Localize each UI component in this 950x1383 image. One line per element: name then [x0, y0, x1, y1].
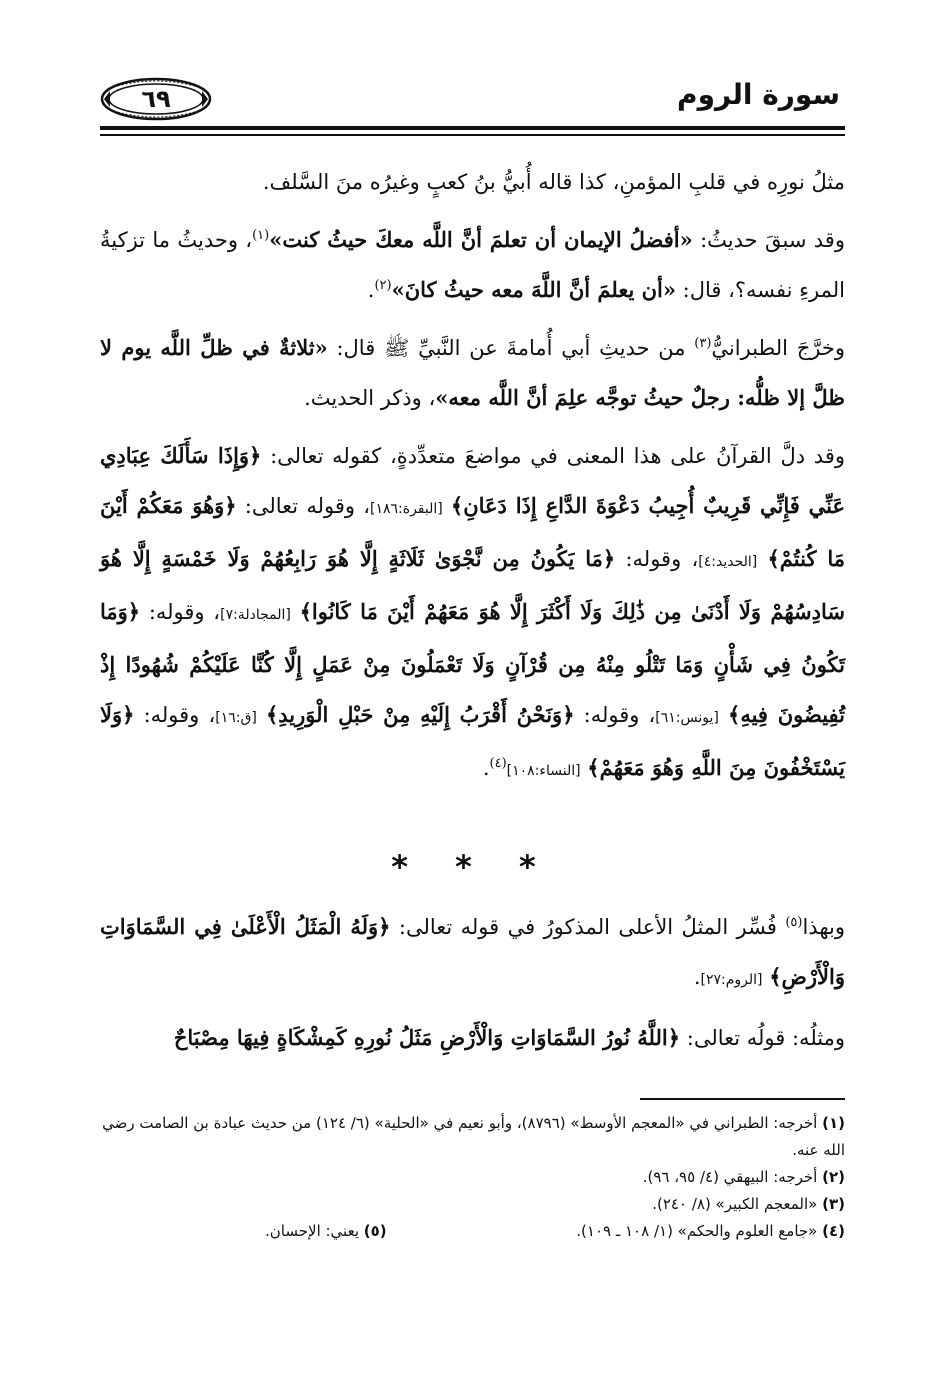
footnote-marker[interactable]: (٢) [374, 278, 392, 293]
footnote-number: (٥) [363, 1222, 387, 1240]
footnote-4 [576, 1218, 845, 1245]
footnote-marker[interactable]: (٤) [489, 756, 507, 771]
text-run: مثلُ نورِه في قلبِ المؤمنِ، كذا قاله أُبيُّ بنُ كعبٍ وغيرُه منَ السَّلف. [262, 170, 845, 194]
footnotes [100, 1110, 845, 1245]
footnote-number: (١) [822, 1114, 845, 1132]
text-run: . [482, 756, 490, 780]
text-run: وخرَّجَ الطبرانيُّ [711, 336, 845, 360]
quran-verse: ﴿مَا يَكُونُ مِن نَّجْوَىٰ ثَلَاثَةٍ إِلَّا هُوَ رَابِعُهُمْ وَلَا خَمْسَةٍ إِلَّا هُوَ سَادِسُهُمْ وَلَا أَدْنَىٰ مِن ذَٰلِكَ وَلَا أَكْثَرَ إِلَّا هُوَ مَعَهُمْ أَيْنَ مَا كَانُوا﴾ [100, 546, 846, 624]
section-divider: * * * [391, 848, 554, 886]
quran-verse: ﴿وَهُوَ مَعَكُمْ أَيْنَ مَا كُنتُمْ﴾ [100, 493, 845, 571]
verse-reference: [يونس:٦١] [655, 710, 719, 726]
footnote-2 [100, 1164, 845, 1191]
main-text [100, 158, 845, 796]
text-run: ، وقوله تعالى: [236, 494, 370, 518]
footnote-1 [100, 1110, 845, 1164]
footnote-row [100, 1218, 845, 1245]
footnote-marker[interactable]: (٣) [694, 336, 712, 351]
page-number-badge [100, 76, 212, 122]
text-run: وقد دلَّ القرآنُ على هذا المعنى في مواضعَ متعدِّدةٍ، كقوله تعالى: [261, 444, 845, 468]
text-run: ، وقوله: [140, 600, 221, 624]
footnote-text: «جامع العلوم والحكم» (١/ ١٠٨ ـ ١٠٩). [576, 1222, 818, 1240]
verse-reference: [النساء:١٠٨] [506, 763, 581, 779]
footnote-separator [640, 1098, 845, 1100]
footnote-5 [265, 1218, 387, 1245]
footnote-text: أخرجه: الطبراني في «المعجم الأوسط» (٨٧٩٦)، وأبو نعيم في «الحلية» (٦/ ١٢٤) من حديث عبادة بن الصامت رضي الله عنه. [102, 1114, 845, 1159]
verse-reference: [البقرة:١٨٦] [369, 501, 443, 517]
text-run: . [693, 965, 701, 989]
header-rule-thin [100, 134, 845, 136]
hadith-quote: «أن يعلمَ أنَّ اللَّهَ معه حيثُ كانَ» [391, 277, 676, 302]
verse-reference: [الحديد:٤] [698, 554, 758, 570]
text-run: من حديثِ أبي أُمامةَ عن النَّبيِّ ﷺ قال: [327, 336, 695, 360]
quran-verse: ﴿وَلَا يَسْتَخْفُونَ مِنَ اللَّهِ وَهُوَ مَعَهُمْ﴾ [100, 702, 845, 780]
paragraph-1 [100, 158, 845, 207]
text-run: فُسِّر المثلُ الأعلى المذكورُ في قوله تعالى: [390, 915, 786, 939]
text-run: ، وحديثُ ما تزكيةُ المرءِ نفسه؟، قال: [100, 228, 845, 302]
text-run: ، وقوله: [134, 703, 216, 727]
text-run: وقد سبقَ حديثُ: [692, 228, 845, 252]
footnote-marker[interactable]: (١) [252, 228, 270, 243]
paragraph-3 [100, 323, 845, 423]
quran-verse: ﴿وَلَهُ الْمَثَلُ الْأَعْلَىٰ فِي السَّمَاوَاتِ وَالْأَرْضِ﴾ [100, 914, 845, 989]
footnote-marker[interactable]: (٥) [785, 915, 803, 930]
paragraph-5 [100, 902, 845, 1005]
verse-reference: [ق:١٦] [215, 710, 257, 726]
header-rule [100, 126, 845, 130]
main-text-continued [100, 902, 845, 1063]
paragraph-2 [100, 215, 845, 315]
footnote-text: أخرجه: البيهقي (٤/ ٩٥، ٩٦). [642, 1168, 818, 1186]
text-run: وبهذا [802, 915, 845, 939]
quran-verse: ﴿وَمَا تَكُونُ فِي شَأْنٍ وَمَا تَتْلُو مِنْهُ مِن قُرْآنٍ وَلَا تَعْمَلُونَ مِنْ عَمَلٍ إِلَّا كُنَّا عَلَيْكُمْ شُهُودًا إِذْ تُفِيضُونَ فِيهِ﴾ [100, 599, 846, 727]
footnote-text: يعني: الإحسان. [265, 1222, 359, 1240]
paragraph-4 [100, 431, 845, 796]
footnote-text: «المعجم الكبير» (٨/ ٢٤٠). [652, 1195, 818, 1213]
footnote-number: (٣) [822, 1195, 845, 1213]
text-run: ، وذكر الحديث. [304, 386, 436, 410]
page-number: ٦٩ [141, 85, 171, 113]
hadith-quote: «ثلاثةٌ في ظلِّ اللَّه يوم لا ظلَّ إلا ظلُّه: رجلٌ حيثُ توجَّه علِمَ أنَّ اللَّه معه» [100, 335, 845, 410]
text-run: ، وقوله: [574, 703, 656, 727]
paragraph-6 [100, 1013, 845, 1063]
verse-reference: [الروم:٢٧] [700, 972, 763, 988]
text-run: ومثلُه: قولُه تعالى: [680, 1026, 845, 1050]
quran-verse: ﴿وَنَحْنُ أَقْرَبُ إِلَيْهِ مِنْ حَبْلِ الْوَرِيدِ﴾ [265, 702, 575, 727]
hadith-quote: «أفضلُ الإيمان أن تعلمَ أنَّ اللَّه معكَ حيثُ كنت» [269, 227, 693, 252]
surah-title: سورة الروم [677, 78, 840, 111]
footnote-number: (٢) [822, 1168, 845, 1186]
quran-verse: ﴿اللَّهُ نُورُ السَّمَاوَاتِ وَالْأَرْضِ مَثَلُ نُورِهِ كَمِشْكَاةٍ فِيهَا مِصْبَاحٌ [173, 1025, 681, 1050]
verse-reference: [المجادلة:٧] [220, 607, 291, 623]
text-run: . [367, 278, 375, 302]
footnote-number: (٤) [822, 1222, 845, 1240]
quran-verse: ﴿وَإِذَا سَأَلَكَ عِبَادِي عَنِّي فَإِنِّي قَرِيبٌ أُجِيبُ دَعْوَةَ الدَّاعِ إِذَا دَعَانِ﴾ [100, 443, 846, 518]
text-run: ، وقوله: [615, 547, 699, 571]
footnote-3 [100, 1191, 845, 1218]
